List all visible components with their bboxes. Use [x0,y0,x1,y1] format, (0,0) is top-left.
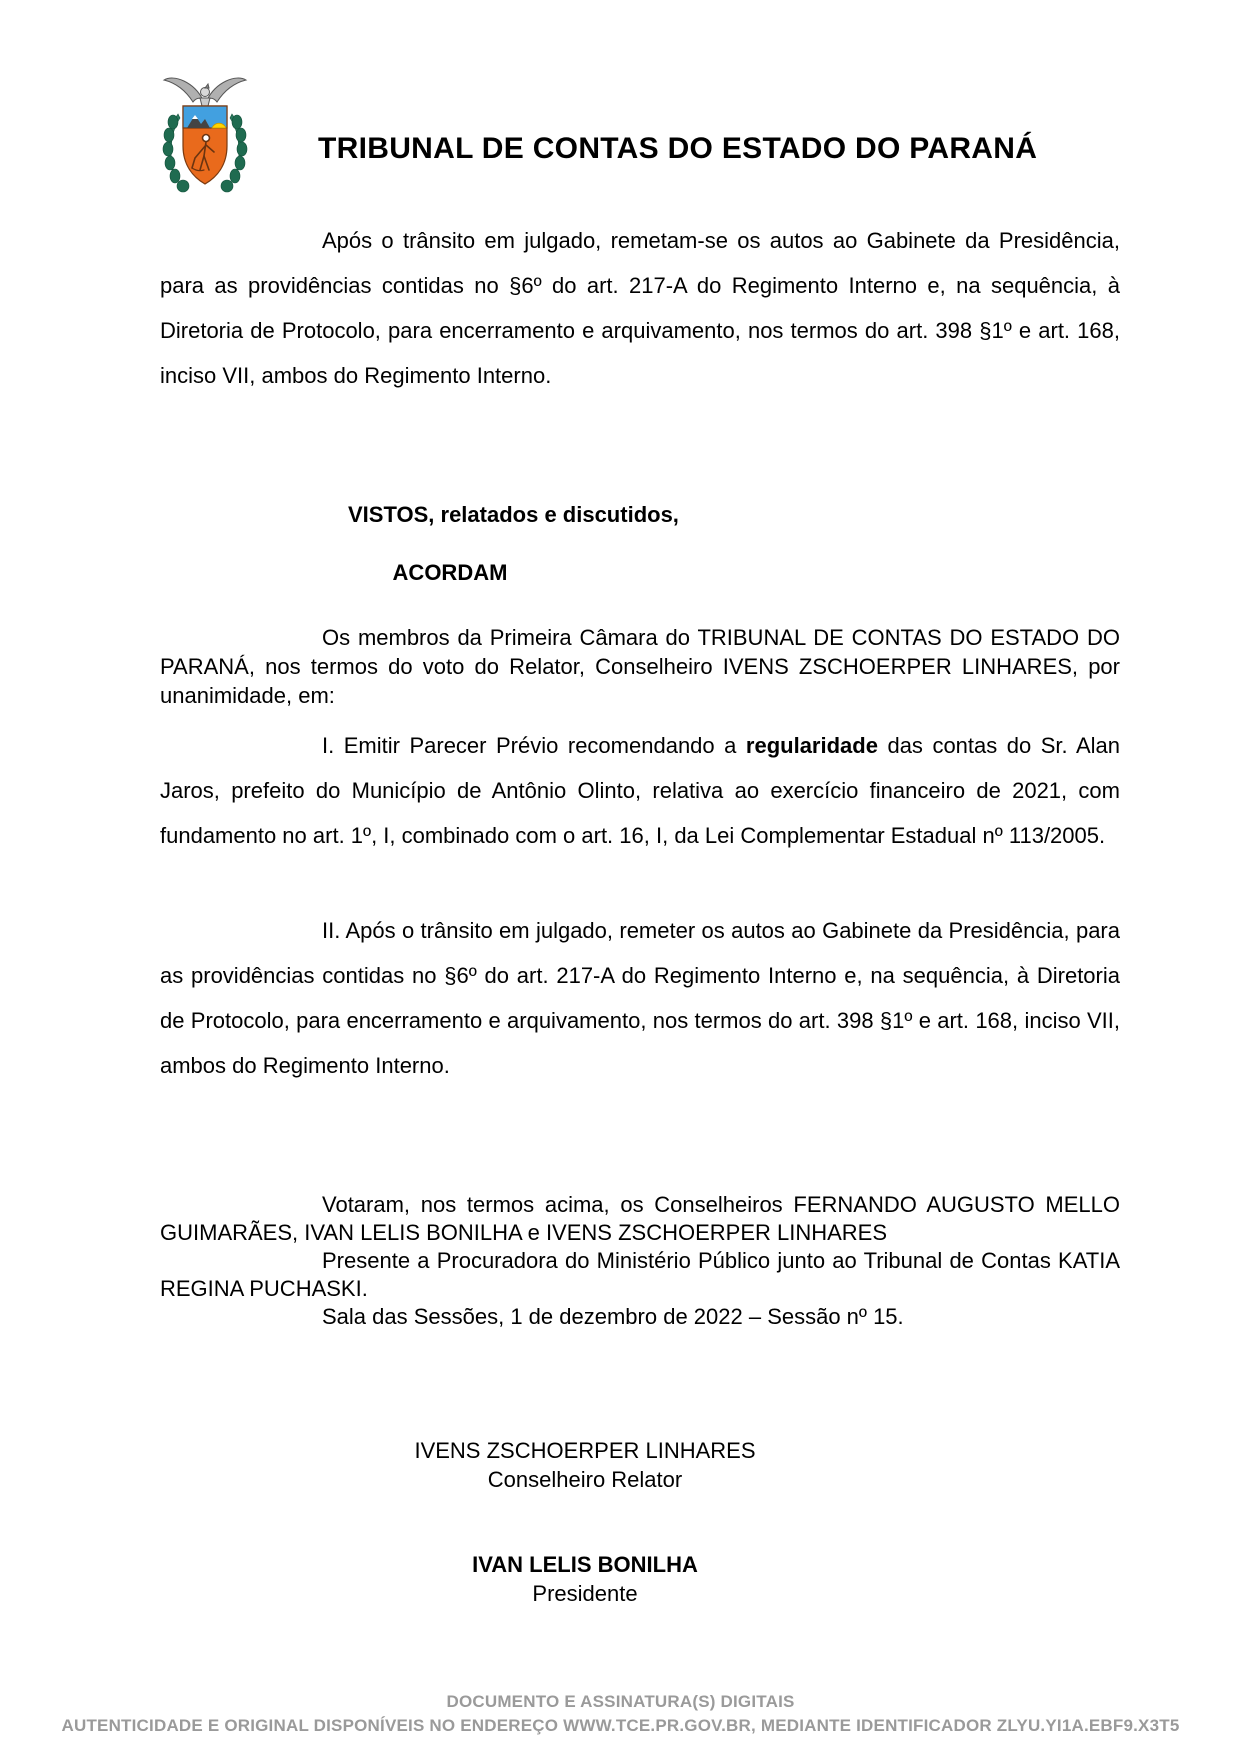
paragraph-members: Os membros da Primeira Câmara do TRIBUNAL DE CONTAS DO ESTADO DO PARANÁ, nos termos do voto do Relator, Conselheiro IVENS ZSCHOERPER LINHARES, por unanimidade, em: [160,625,1120,708]
paragraph-transito: Após o trânsito em julgado, remetam-se os autos ao Gabinete da Presidência, para as providências contidas no §6º do art. 217-A do Regimento Interno e, na sequência, à Diretoria de Protocolo, para encerramento e arquivamento, nos termos do art. 398 §1º e art. 168, inciso VII, ambos do Regimento Interno. [160,228,1120,388]
footer-line-authenticity: AUTENTICIDADE E ORIGINAL DISPONÍVEIS NO ENDEREÇO WWW.TCE.PR.GOV.BR, MEDIANTE IDENTIFICADOR ZLYU.YI1A.EBF9.X3T5 [61,1716,1180,1735]
item-1-text-end: das contas do Sr. Alan Jaros, prefeito do Município de Antônio Olinto, relativa ao exercício financeiro de 2021, com fundamento no art. 1º, I, combinado com o art. 16, I, da Lei Complementar Estadual nº 113/2005. [160,733,1120,848]
signature-presidente-name: IVAN LELIS BONILHA [472,1552,698,1577]
signature-relator [160,1436,1010,1494]
document-footer [0,1690,1241,1738]
page-title: TRIBUNAL DE CONTAS DO ESTADO DO PARANÁ [318,132,1038,166]
paragraph-votaram: Votaram, nos termos acima, os Conselheiros FERNANDO AUGUSTO MELLO GUIMARÃES, IVAN LELIS BONILHA e IVENS ZSCHOERPER LINHARES [160,1192,1120,1245]
signature-relator-name: IVENS ZSCHOERPER LINHARES [414,1438,756,1463]
session-block [160,1191,1120,1331]
signature-presidente-role: Presidente [532,1581,638,1606]
item-1-emphasis: regularidade [745,733,878,758]
footer-line-digital-signature: DOCUMENTO E ASSINATURA(S) DIGITAIS [446,1692,795,1711]
parana-coat-of-arms-icon [156,72,254,196]
heading-vistos: VISTOS, relatados e discutidos, [348,502,679,527]
paragraph-sala-sessoes: Sala das Sessões, 1 de dezembro de 2022 – Sessão nº 15. [322,1304,904,1329]
heading-acordam: ACORDAM [392,560,508,585]
paragraph-presente: Presente a Procuradora do Ministério Público junto ao Tribunal de Contas KATIA REGINA PUCHASKI. [160,1248,1120,1301]
paragraph-item-1 [160,723,1120,858]
paragraph-item-2: II. Após o trânsito em julgado, remeter os autos ao Gabinete da Presidência, para as providências contidas no §6º do art. 217-A do Regimento Interno e, na sequência, à Diretoria de Protocolo, para encerramento e arquivamento, nos termos do art. 398 §1º e art. 168, inciso VII, ambos do Regimento Interno. [160,918,1120,1078]
signature-presidente [160,1550,1010,1608]
item-1-text-start: I. Emitir Parecer Prévio recomendando a [322,733,746,758]
signature-relator-role: Conselheiro Relator [487,1467,683,1492]
